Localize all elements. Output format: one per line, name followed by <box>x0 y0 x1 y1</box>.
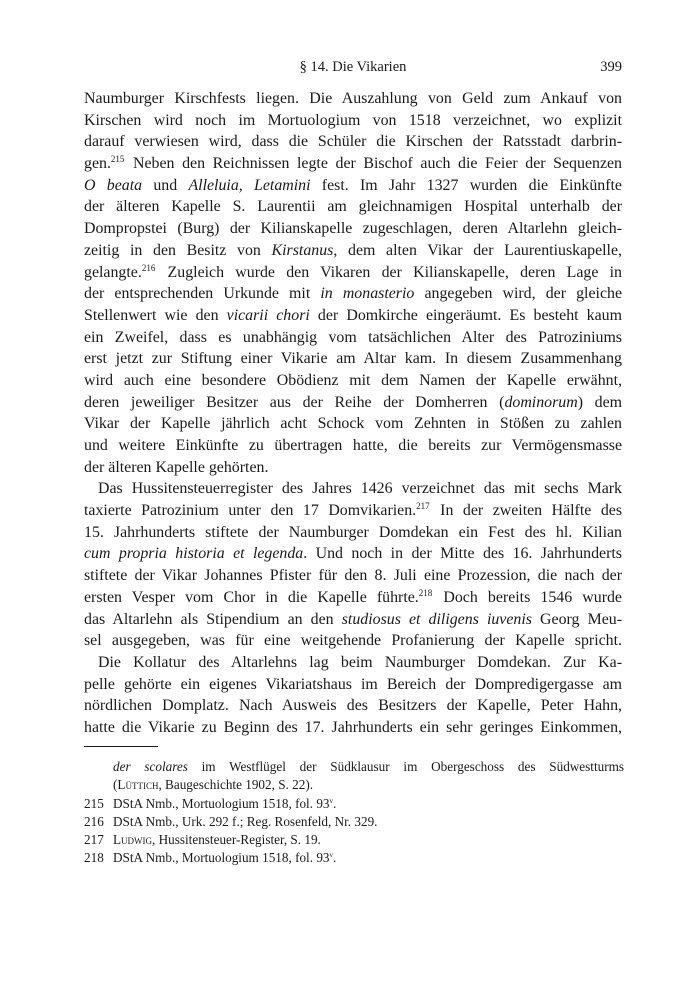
text-line: cum propria historia et legenda. Und noch in der Mitte des 16. Jahrhunderts <box>84 545 622 563</box>
text-line: 15. Jahrhunderts stiftete der Naumburger Domdekan ein Fest des hl. Kilian <box>84 523 622 541</box>
running-header <box>84 59 622 79</box>
running-title: § 14. Die Vikarien <box>299 59 407 75</box>
text-line: der älteren Kapelle S. Laurentii am gleichnamigen Hospital unterhalb der <box>84 198 622 216</box>
footnote-number: 216 <box>84 813 104 829</box>
footnote-continuation: (Lüttich, Baugeschichte 1902, S. 22). <box>113 777 314 793</box>
text-line: Dompropstei (Burg) der Kilianskapelle zugeschlagen, deren Altarlehn gleich- <box>84 220 622 238</box>
footnote-ref-217: 217 <box>416 501 430 512</box>
footnote-ref-215: 215 <box>110 154 125 165</box>
text-line: nördlichen Domplatz. Nach Ausweis des Besitzers der Kapelle, Peter Hahn, <box>84 697 622 715</box>
text-line: Kirschen wird noch im Mortuologium von 1518 verzeichnet, wo explizit <box>84 111 622 129</box>
text-line: wird auch eine besondere Obödienz mit dem Namen der Kapelle erwähnt, <box>84 371 622 389</box>
text-line: sel ausgegeben, was für eine weitgehende Profanierung der Kapelle spricht. <box>84 632 622 650</box>
text-line: Die Kollatur des Altarlehns lag beim Naumburger Domdekan. Zur Ka- <box>98 653 622 671</box>
text-line: und weitere Einkünfte zu übertragen hatte, die bereits zur Vermögensmasse <box>84 437 622 454</box>
text-line: Vikar der Kapelle jährlich acht Schock vom Zehnten in Stößen zu zahlen <box>84 415 622 433</box>
footnote-216: 216 DStA Nmb., Urk. 292 f.; Reg. Rosenfeld, Nr. 329. <box>84 813 624 831</box>
text-line: das Altarlehn als Stipendium an den studiosus et diligens iuvenis Georg Meu- <box>84 610 622 628</box>
text-line: deren jeweiliger Besitzer aus der Reihe der Domherren (dominorum) dem <box>84 393 623 411</box>
text-line: taxierte Patrozinium unter den 17 Domvikarien.$^{217}$ In der zweiten Hälfte des <box>84 501 623 520</box>
text-line: hatte die Vikarie zu Beginn des 17. Jahrhunderts ein sehr geringes Einkommen, <box>84 718 622 736</box>
footnote-218: 218 DStA Nmb., Mortuologium 1518, fol. 93$^v$. <box>84 849 624 867</box>
text-line: Stellenwert wie den vicarii chori der Domkirche eingeräumt. Es besteht kaum <box>84 306 622 324</box>
footnotes <box>84 758 624 868</box>
text-line: darauf verwiesen wird, dass die Schüler die Kirschen der Ratsstadt darbrin- <box>84 133 622 151</box>
footnote-number: 217 <box>84 832 104 848</box>
footnote-number: 218 <box>84 850 104 866</box>
text-line: der älteren Kapelle gehörten. <box>84 458 269 476</box>
text-line: gen.$^{215}$ Neben den Reichnissen legte der Bischof auch die Feier der Sequenzen <box>84 154 622 173</box>
text-line: O beata und Alleluia, Letamini fest. Im Jahr 1327 wurden die Einkünfte <box>84 176 622 194</box>
text-line: pelle gehörte ein eigenes Vikariatshaus im Bereich der Dompredigergasse am <box>84 675 622 693</box>
text-line: ersten Vesper vom Chor in die Kapelle führte.$^{218}$ Doch bereits 1546 wurde <box>84 587 622 606</box>
footnote-215: 215 DStA Nmb., Mortuologium 1518, fol. 93$^v$. <box>84 795 624 813</box>
body-text <box>84 88 622 739</box>
text-line: der entsprechenden Urkunde mit in monasterio angegeben wird, der gleiche <box>84 285 622 303</box>
text-line: Naumburger Kirschfests liegen. Die Auszahlung von Geld zum Ankauf von <box>84 90 622 107</box>
footnote-rule <box>84 746 158 747</box>
text-line: ein Zweifel, dass es unabhängig vom tatsächlichen Alter des Patroziniums <box>84 328 622 346</box>
text-line: stiftete der Vikar Johannes Pfister für den 8. Juli eine Prozession, die nach der <box>84 567 622 585</box>
text-line: zeitig in den Besitz von Kirstanus, dem alten Vikar der Laurentiuskapelle, <box>84 241 622 259</box>
footnote-217: 217 Ludwig, Hussitensteuer-Register, S. 19. <box>84 831 624 849</box>
footnote-ref-216: 216 <box>141 262 156 273</box>
text-line: erst jetzt zur Stiftung einer Vikarie am Altar kam. In diesem Zusammenhang <box>84 350 622 368</box>
footnote-continuation: der scolares im Westflügel der Südklausur im Obergeschoss des Südwestturms <box>113 759 624 774</box>
page-number: 399 <box>600 59 622 75</box>
text-line: gelangte.$^{216}$ Zugleich wurde den Vikaren der Kilianskapelle, deren Lage in <box>84 262 622 281</box>
footnote-ref-218: 218 <box>418 587 433 598</box>
text-line: Das Hussitensteuerregister des Jahres 1426 verzeichnet das mit sechs Mark <box>98 480 622 498</box>
footnote-number: 215 <box>84 795 104 811</box>
